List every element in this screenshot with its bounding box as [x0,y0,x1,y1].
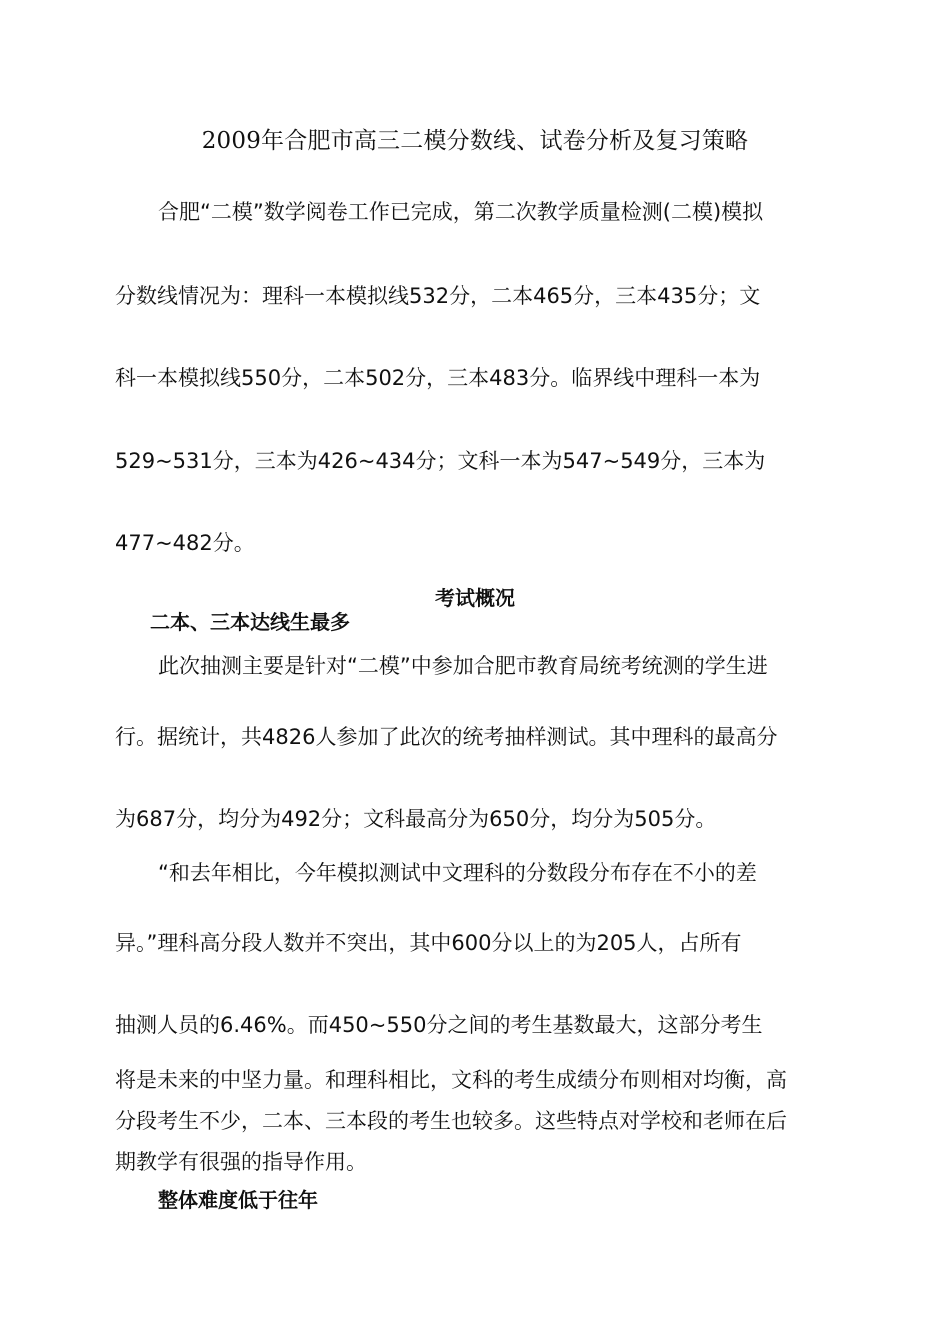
intro-line-2: 分数线情况为：理科一本模拟线532分，二本465分，三本435分；文 [115,284,761,308]
intro-line-4: 529~531分，三本为426~434分；文科一本为547~549分，三本为 [115,449,766,473]
para2-line-3: 抽测人员的6.46%。而450~550分之间的考生基数最大，这部分考生 [115,1013,763,1037]
section-heading: 考试概况 [435,586,515,610]
para2-line-5: 分段考生不少，二本、三本段的考生也较多。这些特点对学校和老师在后 [115,1109,787,1133]
para2-line-2: 异。”理科高分段人数并不突出，其中600分以上的为205人，占所有 [115,931,742,955]
para1-line-3: 为687分，均分为492分；文科最高分为650分，均分为505分。 [115,807,717,831]
intro-line-3: 科一本模拟线550分，二本502分，三本483分。临界线中理科一本为 [115,366,761,390]
subheading-2: 整体难度低于往年 [158,1188,318,1212]
para2-line-4: 将是未来的中坚力量。和理科相比，文科的考生成绩分布则相对均衡，高 [115,1068,787,1092]
para2-line-1: “和去年相比，今年模拟测试中文理科的分数段分布存在不小的差 [158,861,757,885]
para1-line-1: 此次抽测主要是针对“二模”中参加合肥市教育局统考统测的学生进 [158,654,768,678]
subheading-1: 二本、三本达线生最多 [150,610,350,634]
intro-line-1: 合肥“二模”数学阅卷工作已完成，第二次教学质量检测(二模)模拟 [158,200,764,224]
document-title: 2009年合肥市高三二模分数线、试卷分析及复习策略 [201,128,749,154]
intro-line-5: 477~482分。 [115,531,255,555]
para1-line-2: 行。据统计，共4826人参加了此次的统考抽样测试。其中理科的最高分 [115,725,778,749]
para2-line-6: 期教学有很强的指导作用。 [115,1150,367,1174]
